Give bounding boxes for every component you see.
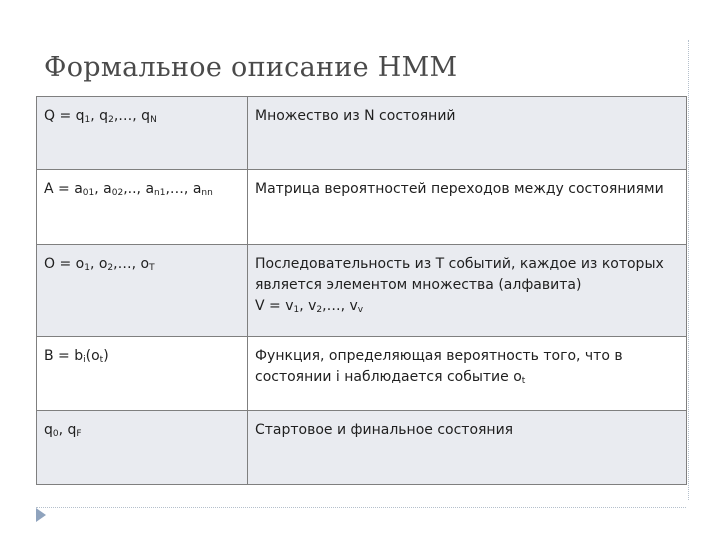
alphabet-formula: $V = v_1$, $v_2,\dots$, $v_v$ bbox=[255, 298, 364, 315]
right-guide-line bbox=[688, 40, 689, 500]
triangle-bullet-icon bbox=[36, 508, 46, 522]
description-line: является элементом множества (алфавита) bbox=[255, 277, 582, 293]
description-cell bbox=[248, 337, 687, 411]
table-row bbox=[37, 97, 687, 170]
description-line: Последовательность из T событий, каждое из которых bbox=[255, 256, 664, 272]
description-cell: Множество из N состояний bbox=[248, 97, 687, 170]
slide-title: Формальное описание HMM bbox=[44, 52, 458, 83]
table-row bbox=[37, 411, 687, 485]
table-row bbox=[37, 170, 687, 245]
hmm-definition-table bbox=[36, 96, 687, 485]
description-line: Функция, определяющая вероятность того, что в bbox=[255, 348, 623, 364]
symbol-cell: $O = o_1$, $o_2,\dots$, $o_T$ bbox=[37, 245, 248, 337]
description-cell: Стартовое и финальное состояния bbox=[248, 411, 687, 485]
symbol-cell: $Q = q_1$, $q_2,\dots$, $q_N$ bbox=[37, 97, 248, 170]
description-cell: Матрица вероятностей переходов между состояниями bbox=[248, 170, 687, 245]
description-line: состоянии i наблюдается событие $o_t$ bbox=[255, 369, 526, 386]
table-row bbox=[37, 245, 687, 337]
description-cell bbox=[248, 245, 687, 337]
symbol-cell: $q_0$, $q_F$ bbox=[37, 411, 248, 485]
symbol-cell: $A = a_{01}$, $a_{02}$,.., $a_{n1},\dots$, $a_{nn}$ bbox=[37, 170, 248, 245]
table-row bbox=[37, 337, 687, 411]
symbol-cell: $B = b_i(o_t)$ bbox=[37, 337, 248, 411]
bottom-divider bbox=[36, 507, 686, 508]
